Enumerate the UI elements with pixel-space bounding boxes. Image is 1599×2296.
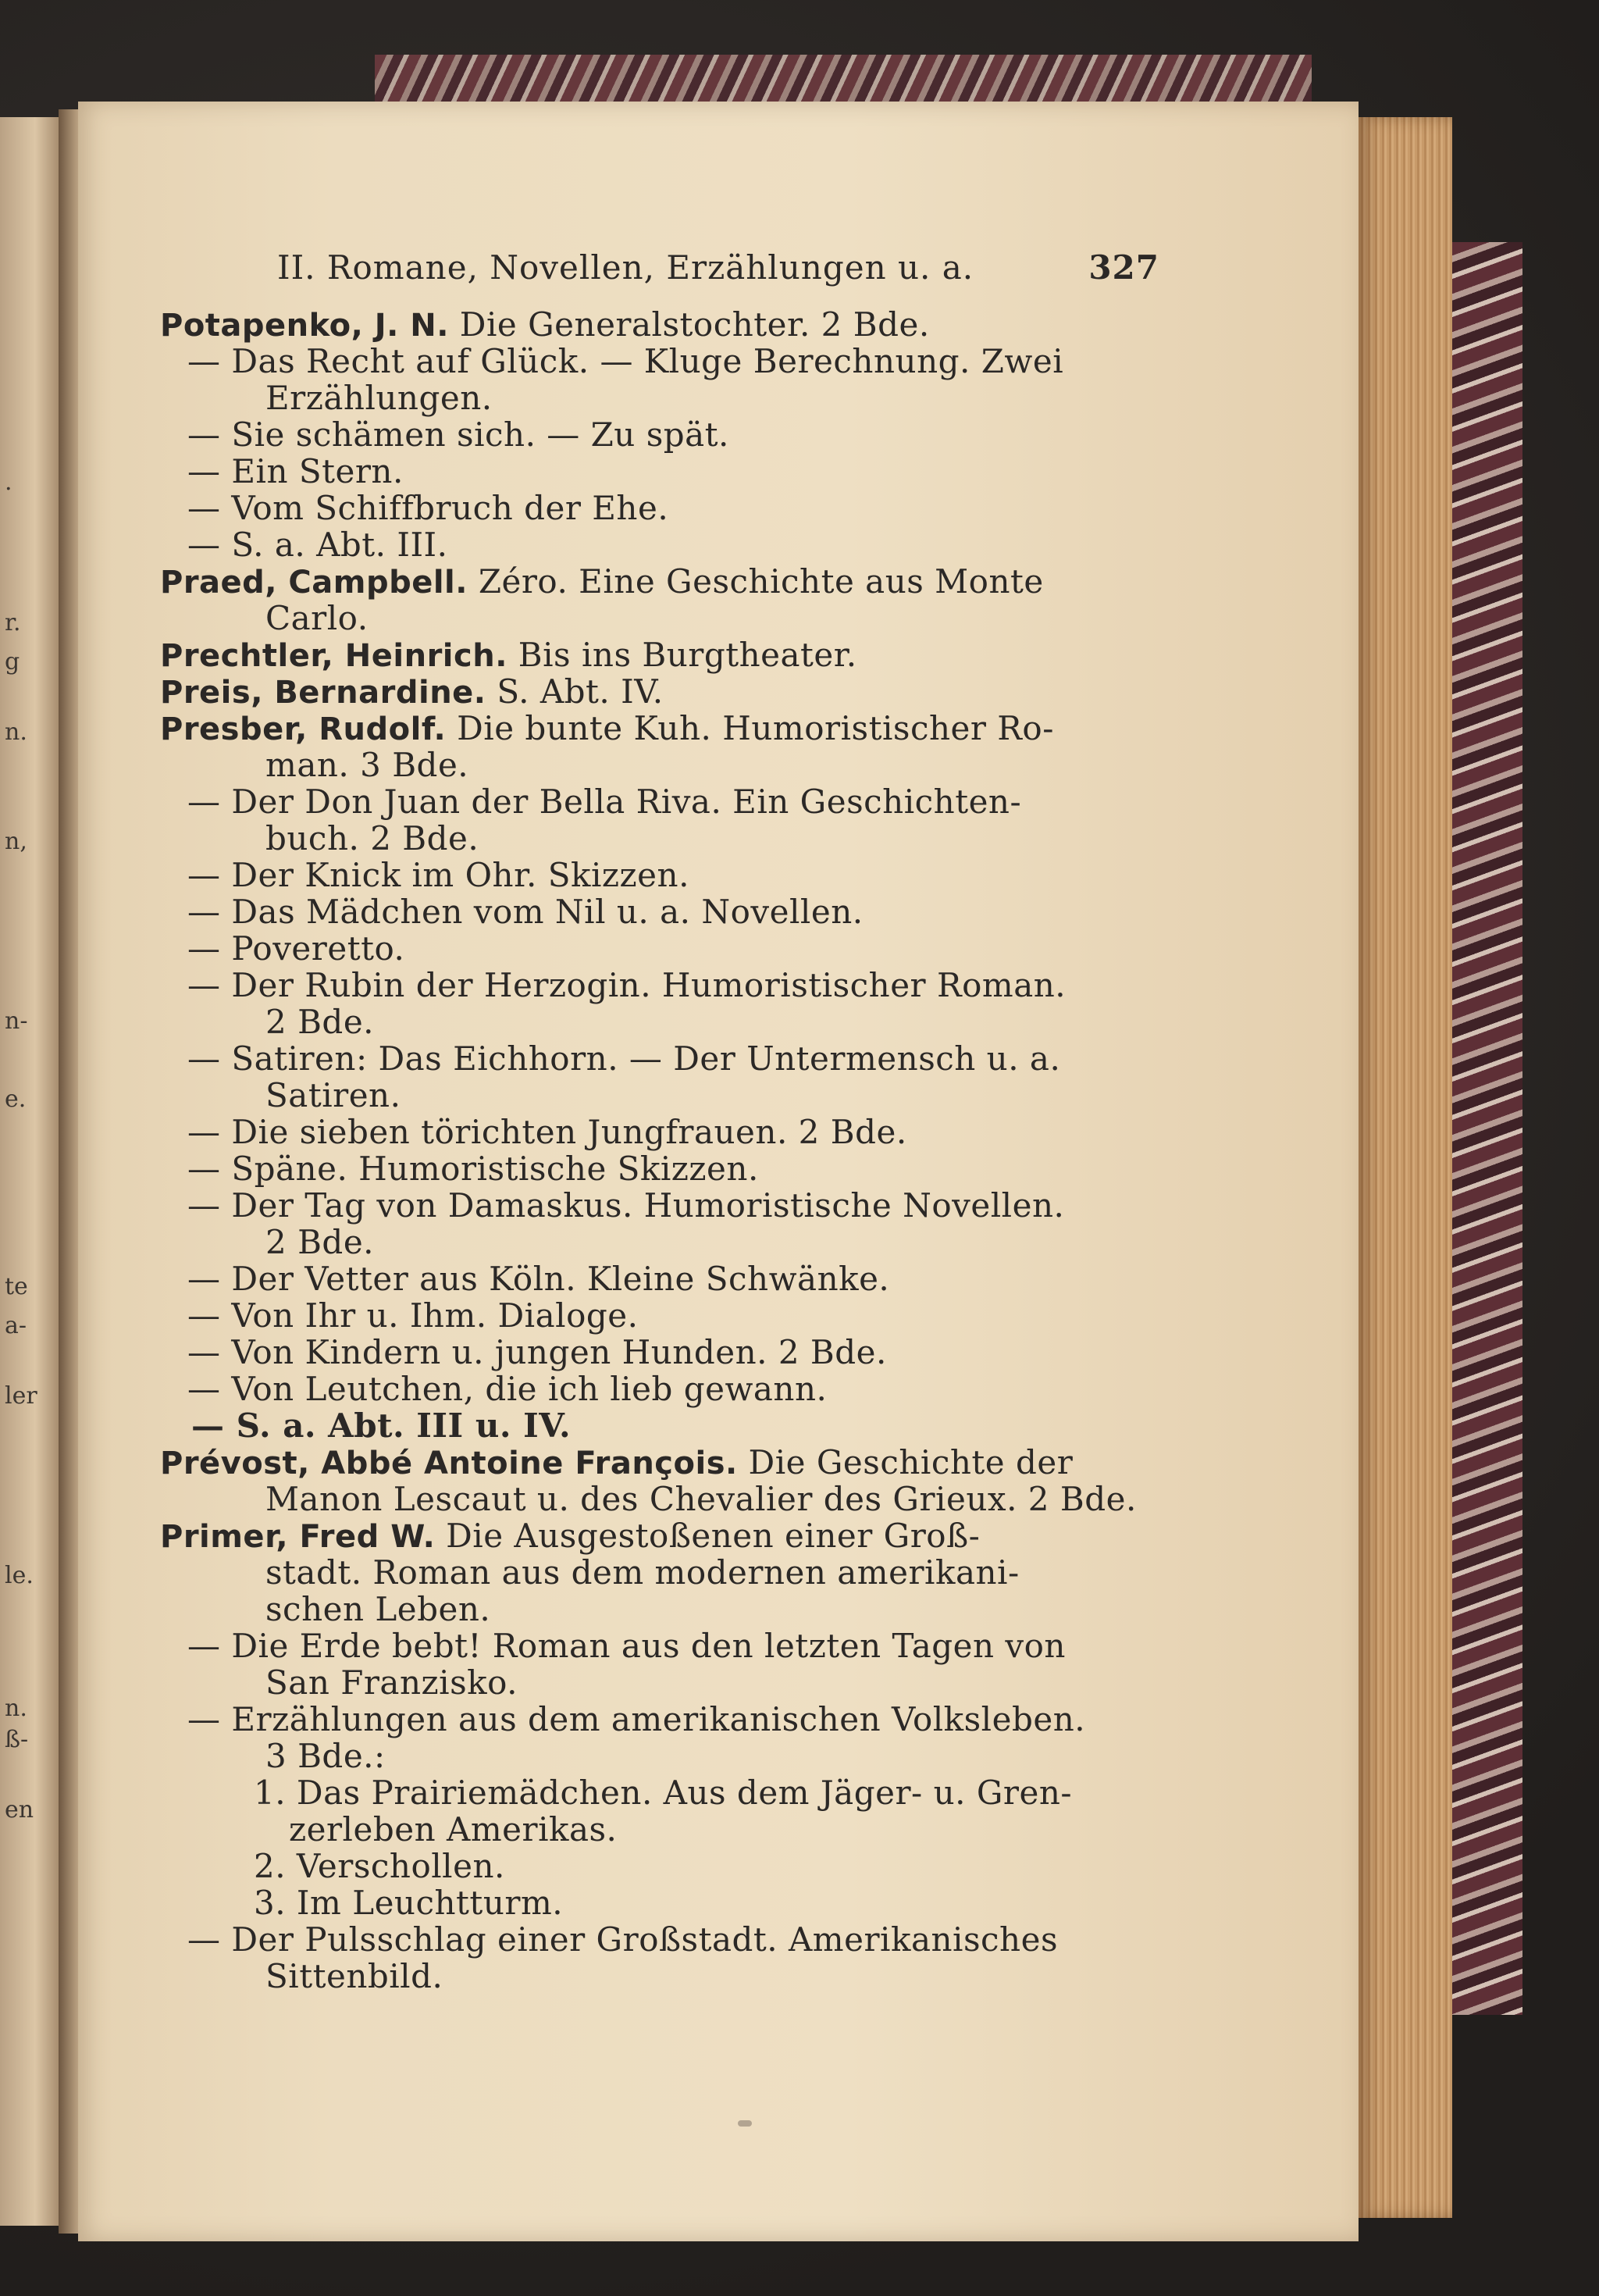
entry-line	[160, 1738, 1159, 1774]
entry-line	[160, 1114, 1159, 1150]
entry-line	[160, 343, 1159, 380]
entry-line	[160, 930, 1159, 967]
entry-line	[160, 1077, 1159, 1114]
entry-line	[160, 1407, 1159, 1444]
entry-line	[160, 1848, 1159, 1884]
entry-text: S. Abt. IV.	[486, 672, 664, 711]
entry-text: zerleben Amerikas.	[289, 1810, 618, 1849]
entry-line	[160, 1004, 1159, 1040]
entry-text: — S. a. Abt. III u. IV.	[191, 1406, 572, 1445]
entry-text: — Späne. Humoristische Skizzen.	[187, 1150, 759, 1188]
left-page-fragment: n,	[5, 828, 27, 855]
entry-text: — Erzählungen aus dem amerikanischen Volksleben.	[187, 1700, 1086, 1738]
left-page-fragment: g	[5, 648, 20, 676]
entry-text: — Von Ihr u. Ihm. Dialoge.	[187, 1296, 639, 1335]
entry-text: — Das Recht auf Glück. — Kluge Berechnung. Zwei	[187, 342, 1064, 380]
entry-line	[160, 1224, 1159, 1260]
left-page-fragment: le.	[5, 1562, 34, 1589]
entry-line	[160, 1591, 1159, 1628]
entry-text: — Der Pulsschlag einer Großstadt. Amerikanisches	[187, 1920, 1058, 1959]
entry-line	[160, 893, 1159, 930]
entry-line	[160, 783, 1159, 820]
entry-line	[160, 820, 1159, 857]
entry-text: 3. Im Leuchtturm.	[254, 1884, 564, 1922]
left-page-fragment: .	[5, 469, 12, 496]
entry-line	[160, 1701, 1159, 1738]
entry-text: — Der Vetter aus Köln. Kleine Schwänke.	[187, 1260, 890, 1298]
entry-line	[160, 636, 1159, 673]
entry-text: — Vom Schiffbruch der Ehe.	[187, 489, 669, 527]
left-page-fragment: a-	[5, 1312, 27, 1339]
author-name: Prévost, Abbé Antoine François.	[160, 1446, 738, 1481]
entry-line	[160, 1040, 1159, 1077]
entry-line	[160, 1260, 1159, 1297]
entry-line	[160, 1554, 1159, 1591]
entry-line	[160, 490, 1159, 526]
entry-line	[160, 857, 1159, 893]
author-name: Praed, Campbell.	[160, 565, 468, 601]
book-gutter	[59, 109, 80, 2234]
entry-line	[160, 1334, 1159, 1371]
page-block-edges	[1359, 117, 1452, 2218]
entry-text: Die Generalstochter. 2 Bde.	[448, 305, 930, 344]
entry-text: Die bunte Kuh. Humoristischer Ro-	[446, 709, 1054, 747]
left-page-fragment: n-	[5, 1007, 28, 1035]
entry-text: Zéro. Eine Geschichte aus Monte	[467, 562, 1044, 601]
entry-line	[160, 1371, 1159, 1407]
entry-text: buch. 2 Bde.	[265, 819, 479, 857]
header-title: II. Romane, Novellen, Erzählungen u. a.	[277, 248, 974, 287]
entry-text: — Der Knick im Ohr. Skizzen.	[187, 856, 689, 894]
entry-line	[160, 1150, 1159, 1187]
entry-text: Die Ausgestoßenen einer Groß-	[435, 1517, 981, 1555]
marbled-endpaper-right	[1448, 242, 1522, 2015]
entry-text: Die Geschichte der	[737, 1443, 1074, 1481]
entry-text: Sittenbild.	[265, 1957, 443, 1995]
entry-line	[160, 1517, 1159, 1554]
left-page-fragment: te	[5, 1273, 28, 1300]
entry-text: Manon Lescaut u. des Chevalier des Grieux. 2 Bde.	[265, 1480, 1137, 1518]
entry-text: — S. a. Abt. III.	[187, 526, 448, 564]
left-page-fragment: ß-	[5, 1726, 29, 1753]
entry-text: 2. Verschollen.	[254, 1847, 505, 1885]
entry-line	[160, 710, 1159, 747]
entry-text: stadt. Roman aus dem modernen amerikani-	[265, 1553, 1020, 1592]
entry-line	[160, 416, 1159, 453]
entry-text: — Von Leutchen, die ich lieb gewann.	[187, 1370, 828, 1408]
entry-text: — Der Rubin der Herzogin. Humoristischer Roman.	[187, 966, 1067, 1004]
entry-text: — Poveretto.	[187, 929, 405, 968]
entry-text: San Franzisko.	[265, 1663, 518, 1702]
left-page-fragment: ler	[5, 1382, 37, 1410]
entry-line	[160, 747, 1159, 783]
entry-line	[160, 1628, 1159, 1664]
entry-line	[160, 600, 1159, 636]
author-name: Prechtler, Heinrich.	[160, 638, 507, 674]
entry-line	[160, 1444, 1159, 1481]
entry-text: 1. Das Prairiemädchen. Aus dem Jäger- u. Gren-	[254, 1774, 1073, 1812]
left-page-fragment: n.	[5, 1695, 27, 1722]
entry-line	[160, 1297, 1159, 1334]
entry-line	[160, 453, 1159, 490]
entry-text: 3 Bde.:	[265, 1737, 386, 1775]
entry-text: man. 3 Bde.	[265, 746, 469, 784]
entry-line	[160, 967, 1159, 1004]
author-name: Primer, Fred W.	[160, 1519, 436, 1555]
entry-text: Bis ins Burgtheater.	[507, 636, 857, 674]
entry-line	[160, 1958, 1159, 1995]
ink-speck	[738, 2120, 752, 2127]
entry-line	[160, 380, 1159, 416]
entry-text: — Die sieben törichten Jungfrauen. 2 Bde.	[187, 1113, 907, 1151]
entry-text: — Sie schämen sich. — Zu spät.	[187, 415, 729, 454]
entry-text: Erzählungen.	[265, 379, 493, 417]
entry-text: — Satiren: Das Eichhorn. — Der Untermensch u. a.	[187, 1039, 1061, 1078]
running-header	[277, 248, 1159, 298]
entry-line	[160, 1187, 1159, 1224]
entry-text: schen Leben.	[265, 1590, 491, 1628]
author-name: Presber, Rudolf.	[160, 711, 447, 747]
entry-text: Carlo.	[265, 599, 369, 637]
page-number: 327	[1088, 248, 1159, 287]
entry-text: — Von Kindern u. jungen Hunden. 2 Bde.	[187, 1333, 887, 1371]
entry-line	[160, 673, 1159, 710]
author-name: Potapenko, J. N.	[160, 308, 449, 344]
entry-text: — Das Mädchen vom Nil u. a. Novellen.	[187, 893, 864, 931]
entry-text: — Der Don Juan der Bella Riva. Ein Geschichten-	[187, 783, 1022, 821]
left-page-fragment: e.	[5, 1086, 27, 1113]
entry-text: — Der Tag von Damaskus. Humoristische Novellen.	[187, 1186, 1065, 1225]
author-name: Preis, Bernardine.	[160, 675, 486, 711]
entry-line	[160, 1664, 1159, 1701]
entry-line	[160, 1884, 1159, 1921]
entry-text: — Die Erde bebt! Roman aus den letzten Tagen von	[187, 1627, 1066, 1665]
entry-line	[160, 1921, 1159, 1958]
bibliography-entries	[160, 306, 1159, 1995]
left-page-edge	[0, 117, 59, 2226]
left-page-fragment: en	[5, 1796, 34, 1824]
left-page-fragment: n.	[5, 718, 27, 746]
entry-text: — Ein Stern.	[187, 452, 404, 490]
entry-line	[160, 563, 1159, 600]
entry-line	[160, 1811, 1159, 1848]
page-text	[160, 248, 1159, 1995]
entry-line	[160, 526, 1159, 563]
entry-text: 2 Bde.	[265, 1003, 375, 1041]
entry-text: 2 Bde.	[265, 1223, 375, 1261]
entry-line	[160, 306, 1159, 343]
left-page-fragment: r.	[5, 609, 21, 636]
entry-line	[160, 1774, 1159, 1811]
entry-text: Satiren.	[265, 1076, 401, 1114]
entry-line	[160, 1481, 1159, 1517]
